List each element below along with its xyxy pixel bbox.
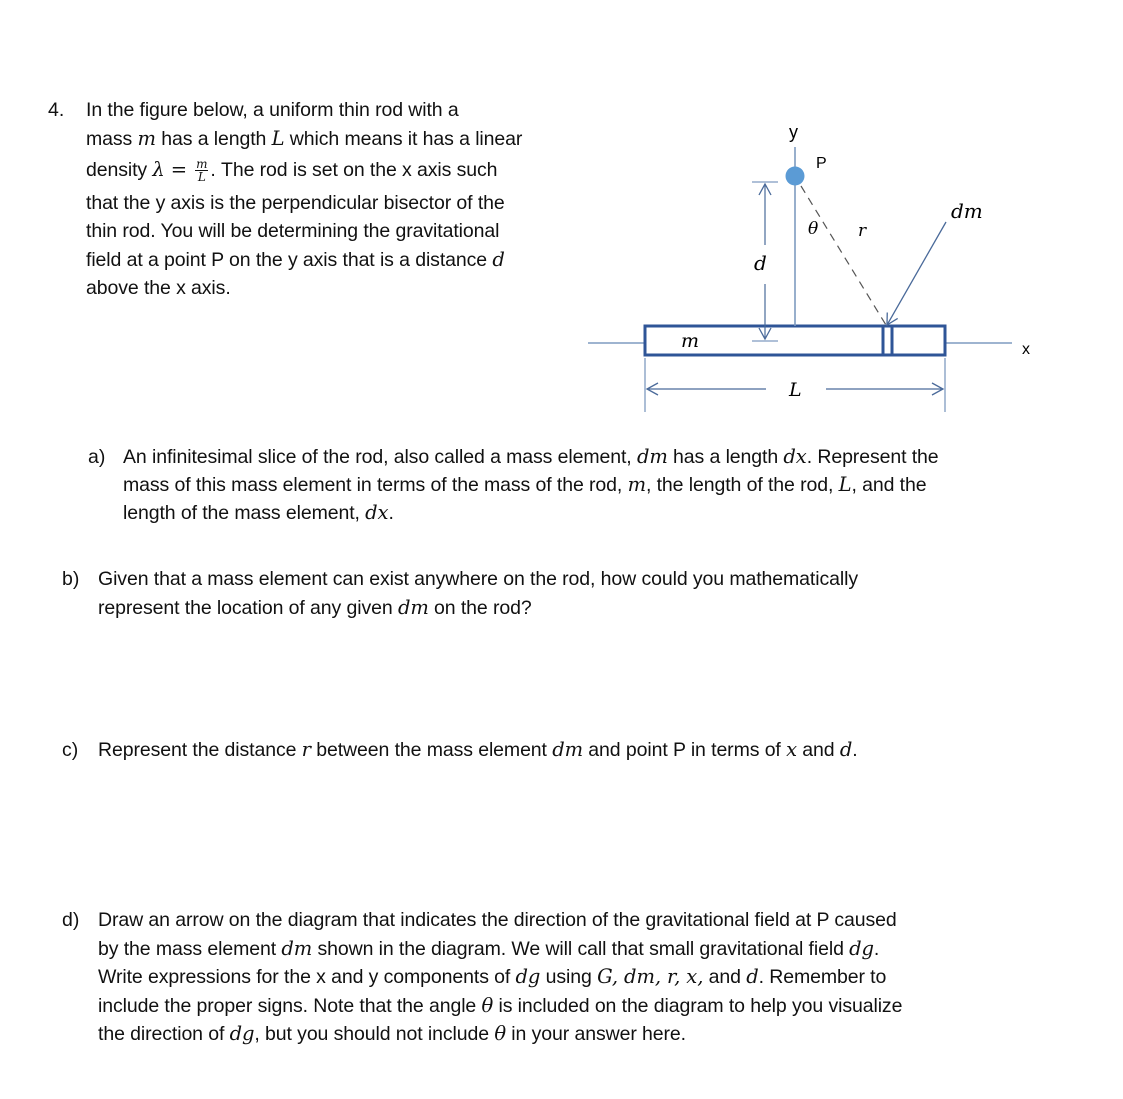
part-d-line-1: Draw an arrow on the diagram that indicates the direction of the gravitational field at P caused <box>98 909 897 931</box>
part-c-line-1: Represent the distance r between the mass element dm and point P in terms of x and d. <box>98 738 858 761</box>
part-a-line-3: length of the mass element, dx. <box>123 501 394 524</box>
intro-line-7: above the x axis. <box>86 277 231 299</box>
part-d-line-5: the direction of dg, but you should not include θ in your answer here. <box>98 1022 686 1045</box>
dm-pointer-arrow <box>887 222 946 325</box>
rod-diagram <box>0 0 1123 440</box>
x-axis-label: x <box>1022 341 1030 358</box>
part-c-label: c) <box>62 739 79 761</box>
L-label: L <box>789 379 802 401</box>
p-label: P <box>816 155 827 172</box>
part-d-line-4: include the proper signs. Note that the angle θ is included on the diagram to help you visualize <box>98 994 903 1017</box>
part-d-line-3: Write expressions for the x and y components of dg using G, dm, r, x, and d. Remember to <box>98 965 887 988</box>
problem-number: 4. <box>48 99 65 121</box>
theta-label: θ <box>808 219 819 239</box>
density-fraction: $\frac{m}{L}$ <box>196 157 208 185</box>
mass-element-slice <box>883 326 892 355</box>
d-label: d <box>754 251 767 275</box>
part-a-label: a) <box>88 446 106 468</box>
dm-label: dm <box>951 199 983 223</box>
intro-line-5: thin rod. You will be determining the gravitational <box>86 220 500 242</box>
intro-line-3: density λ = $\frac{m}{L}$ . The rod is set on the x axis such <box>86 157 498 185</box>
part-b-line-1: Given that a mass element can exist anywhere on the rod, how could you mathematically <box>98 568 858 590</box>
intro-line-4: that the y axis is the perpendicular bisector of the <box>86 192 505 214</box>
part-a-line-2: mass of this mass element in terms of the mass of the rod, m, the length of the rod, L, and the <box>123 473 927 496</box>
part-a-line-1: An infinitesimal slice of the rod, also called a mass element, dm has a length dx. Represent the <box>123 445 939 468</box>
r-dashed-line <box>801 186 886 325</box>
y-axis-label: y <box>789 122 798 142</box>
intro-line-2: mass m has a length L which means it has a linear <box>86 127 523 150</box>
part-d-label: d) <box>62 909 80 931</box>
intro-line-1: In the figure below, a uniform thin rod with a <box>86 99 459 121</box>
intro-line-6: field at a point P on the y axis that is a distance d <box>86 248 505 271</box>
r-label: r <box>858 221 867 241</box>
part-b-line-2: represent the location of any given dm on the rod? <box>98 596 532 619</box>
part-b-label: b) <box>62 568 80 590</box>
point-p <box>786 167 805 186</box>
part-d-line-2: by the mass element dm shown in the diagram. We will call that small gravitational field dg. <box>98 937 880 960</box>
m-label: m <box>681 330 700 352</box>
